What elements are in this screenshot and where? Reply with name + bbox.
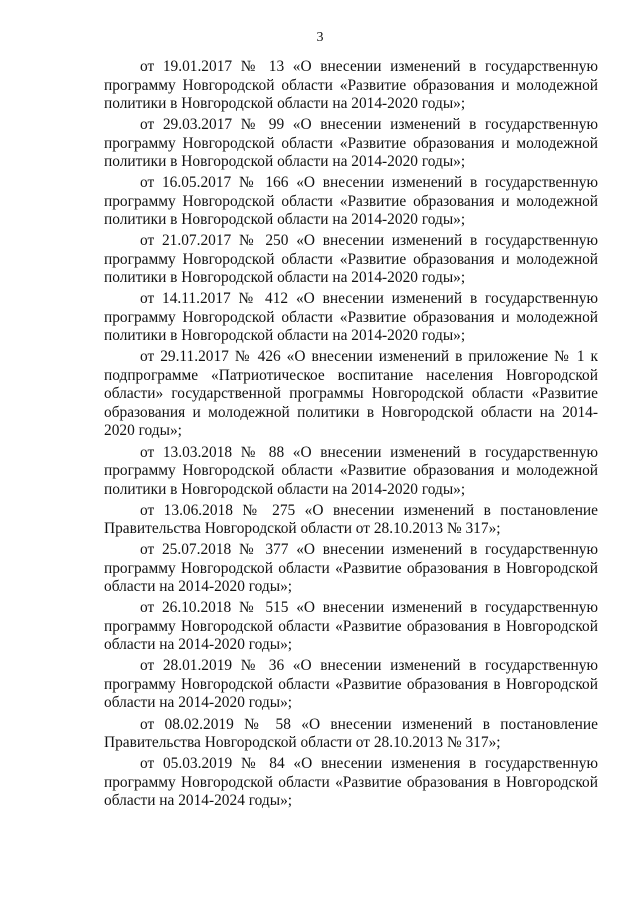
amendments-list — [104, 58, 598, 813]
list-item: от 21.07.2017 № 250 «О внесении изменений в государственную программу Новгородской области «Развитие образования и молодежной политики в Новгородской области на 2014-2020 годы»; — [104, 232, 598, 287]
list-item: от 28.01.2019 № 36 «О внесении изменений в государственную программу Новгородской области «Развитие образования в Новгородской области на 2014-2020 годы»; — [104, 657, 598, 712]
list-item: от 14.11.2017 № 412 «О внесении изменений в государственную программу Новгородской области «Развитие образования и молодежной политики в Новгородской области на 2014-2020 годы»; — [104, 290, 598, 345]
list-item: от 29.03.2017 № 99 «О внесении изменений в государственную программу Новгородской области «Развитие образования и молодежной политики в Новгородской области на 2014-2020 годы»; — [104, 116, 598, 171]
list-item: от 05.03.2019 № 84 «О внесении изменения в государственную программу Новгородской области «Развитие образования в Новгородской области на 2014-2024 годы»; — [104, 755, 598, 810]
list-item: от 25.07.2018 № 377 «О внесении изменений в государственную программу Новгородской области «Развитие образования в Новгородской области на 2014-2020 годы»; — [104, 541, 598, 596]
list-item: от 13.03.2018 № 88 «О внесении изменений в государственную программу Новгородской области «Развитие образования и молодежной политики в Новгородской области на 2014-2020 годы»; — [104, 443, 598, 498]
list-item: от 26.10.2018 № 515 «О внесении изменений в государственную программу Новгородской области «Развитие образования в Новгородской области на 2014-2020 годы»; — [104, 599, 598, 654]
page-number: 3 — [316, 30, 324, 45]
list-item: от 08.02.2019 № 58 «О внесении изменений в постановление Правительства Новгородской области от 28.10.2013 № 317»; — [104, 715, 598, 752]
list-item: от 13.06.2018 № 275 «О внесении изменений в постановление Правительства Новгородской области от 28.10.2013 № 317»; — [104, 501, 598, 538]
list-item: от 19.01.2017 № 13 «О внесении изменений в государственную программу Новгородской области «Развитие образования и молодежной политики в Новгородской области на 2014-2020 годы»; — [104, 58, 598, 112]
list-item: от 29.11.2017 № 426 «О внесении изменений в приложение № 1 к подпрограмме «Патриотическое воспитание населения Новгородской области» государственной программы Новгородской области «Развитие образования и молодежной политики в Новгородской области на 2014-2020 годы»; — [104, 348, 598, 440]
list-item: от 16.05.2017 № 166 «О внесении изменений в государственную программу Новгородской области «Развитие образования и молодежной политики в Новгородской области на 2014-2020 годы»; — [104, 174, 598, 229]
